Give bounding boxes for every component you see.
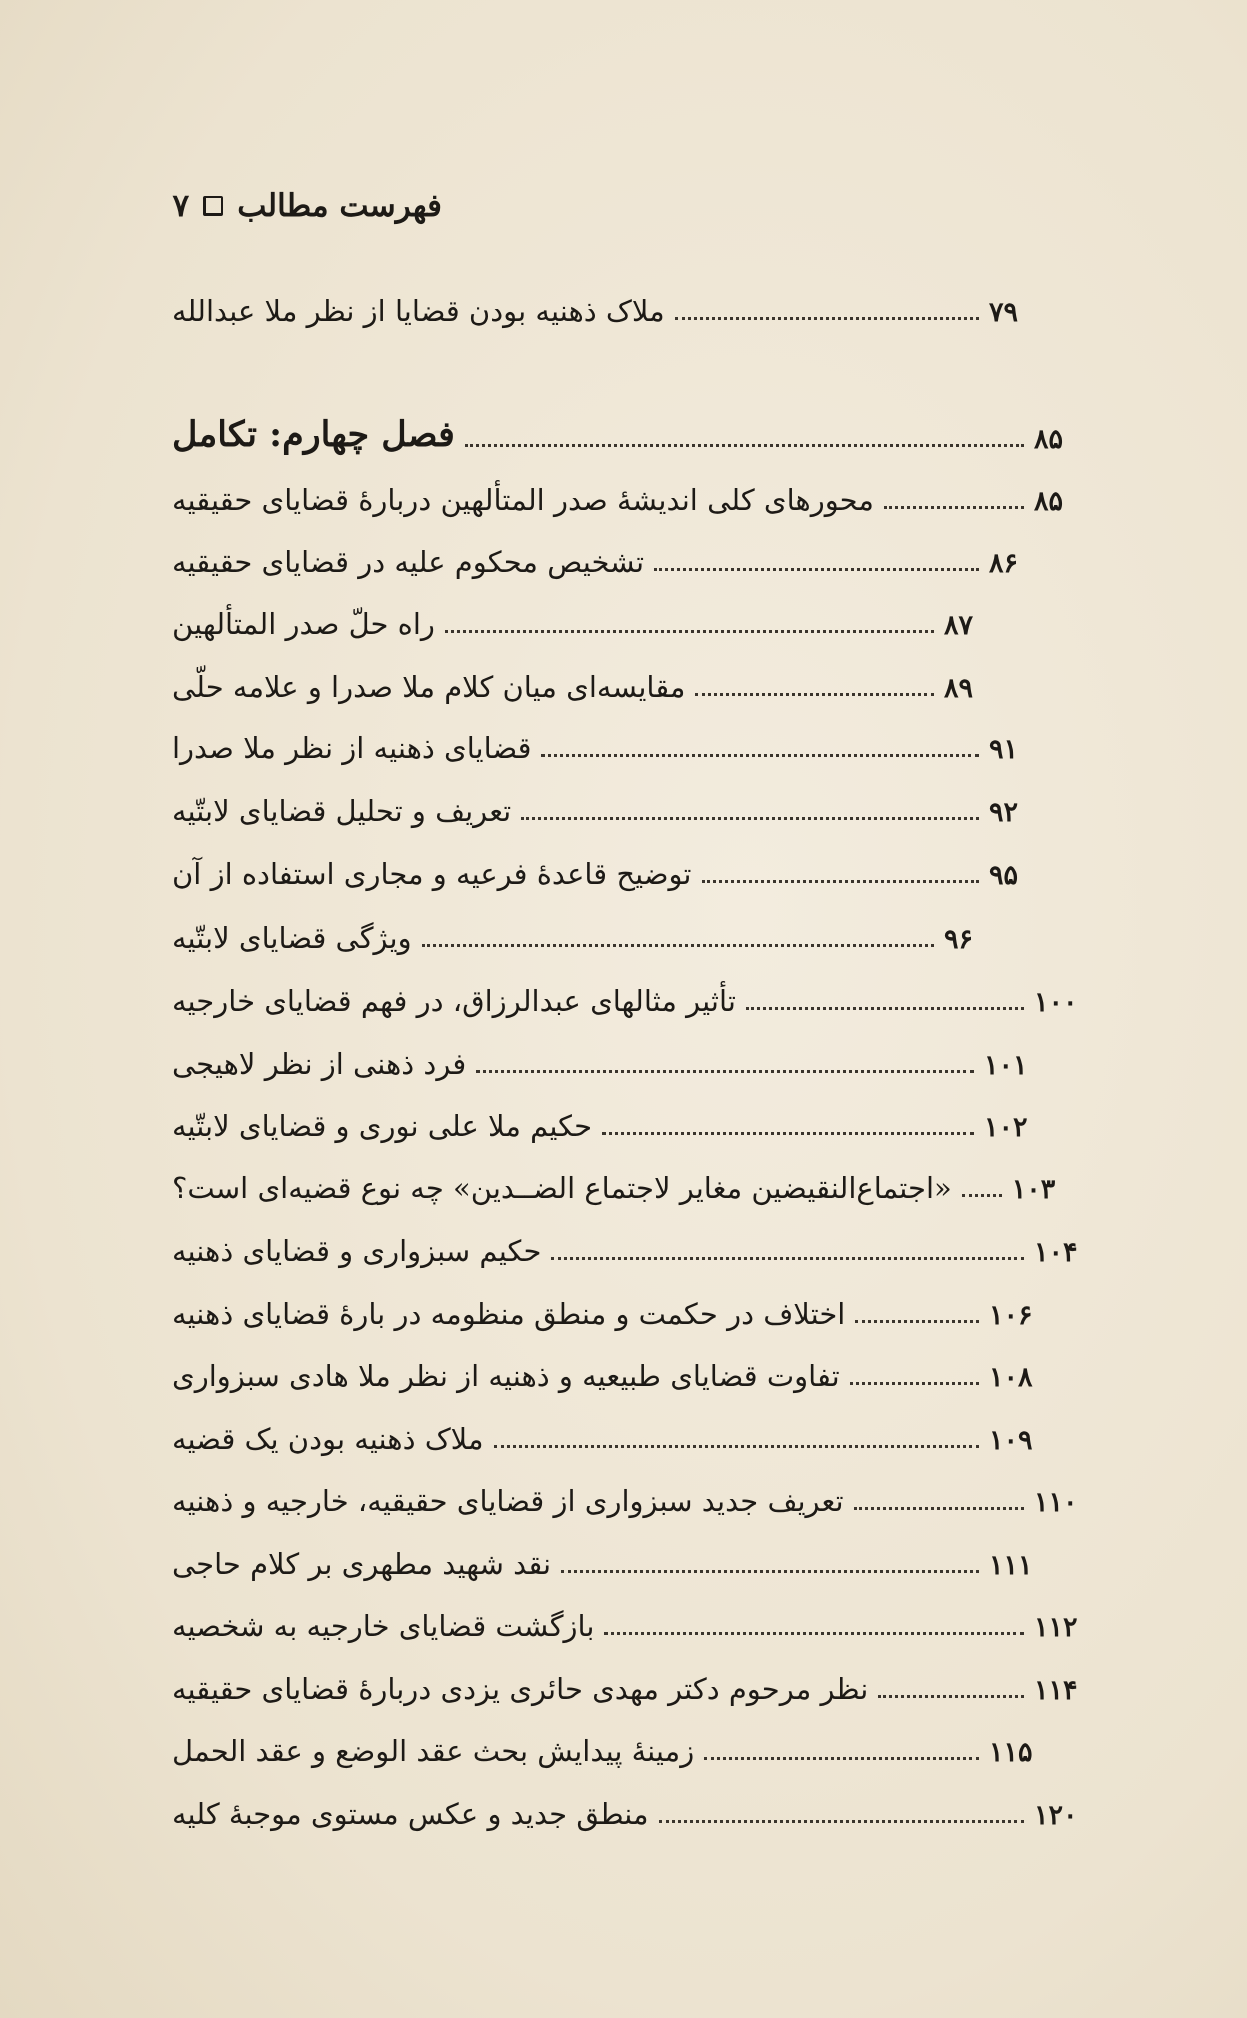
toc-entry [172,1475,1247,1519]
dot-leader [878,1695,1024,1698]
toc-entry-page: ۱۱۱ [989,1549,1033,1581]
toc-entry [172,1725,1247,1769]
toc-entry [172,912,1247,956]
dot-leader [654,568,979,571]
toc-entry-title: حکیم ملا علی نوری و قضایای لابتّیه [172,1109,593,1144]
toc-entry [172,1038,1247,1082]
toc-entry-page: ۱۰۸ [989,1361,1033,1393]
toc-entry-page: ۹۵ [989,859,1019,891]
toc-entry-title: اختلاف در حکمت و منطق منظومه در بارهٔ قضایای ذهنیه [172,1297,846,1332]
toc-entry [172,598,1247,642]
toc-entry-title: تعریف و تحلیل قضایای لابتّیه [172,794,512,829]
toc-entry [172,1225,1247,1269]
toc-entry [172,722,1247,766]
dot-leader [541,754,979,757]
toc-entry-title: حکیم سبزواری و قضایای ذهنیه [172,1234,542,1269]
dot-leader [465,444,1024,447]
dot-leader [521,817,979,820]
dot-leader [602,1132,974,1135]
toc-entry-page: ۱۰۰ [1034,986,1078,1018]
toc-entry-page: ۹۱ [989,733,1019,765]
toc-entry-page: ۸۵ [1034,423,1064,455]
toc-entry-title: ملاک ذهنیه بودن یک قضیه [172,1422,484,1457]
toc-entry-title: نقد شهید مطهری بر کلام حاجی [172,1547,552,1582]
toc-entry [172,1162,1247,1206]
toc-entry [172,785,1247,829]
toc-entry-title: تأثیر مثالهای عبدالرزاق، در فهم قضایای خارجیه [172,984,736,1019]
toc-entry-title: نظر مرحوم دکتر مهدی حائری یزدی دربارهٔ قضایای حقیقیه [172,1672,869,1707]
toc-entry-title: منطق جدید و عکس مستوی موجبهٔ کلیه [172,1797,649,1832]
toc-entry-title: راه حلّ صدر المتألهین [172,607,435,642]
dot-leader [702,880,980,883]
toc-chapter-heading [172,412,1247,456]
toc-entry [172,661,1247,705]
toc-entry-page: ۱۲۰ [1034,1799,1078,1831]
toc-entry [172,1288,1247,1332]
dot-leader [476,1070,974,1073]
dot-leader [746,1007,1024,1010]
toc-entry-page: ۹۲ [989,796,1019,828]
toc-entry-page: ۱۰۹ [989,1424,1033,1456]
toc-entry-page: ۱۰۱ [984,1049,1028,1081]
dot-leader [422,944,934,947]
toc-entry-page: ۸۵ [1034,485,1064,517]
dot-leader [494,1445,979,1448]
toc-entry-title: تشخیص محکوم علیه در قضایای حقیقیه [172,545,645,580]
toc-entry-page: ۸۶ [989,547,1019,579]
toc-entry-page: ۱۰۳ [1011,1173,1056,1205]
toc-entry-title: زمینهٔ پیدایش بحث عقد الوضع و عقد الحمل [172,1734,695,1769]
toc-entry [172,536,1247,580]
toc-entry-page: ۱۱۲ [1034,1611,1078,1643]
dot-leader [962,1194,1002,1197]
toc-entry-title: فصل چهارم: تکامل [172,414,455,455]
toc-entry-title: قضایای ذهنیه از نظر ملا صدرا [172,731,532,766]
toc-entry [172,285,1247,329]
toc-entry-title: توضیح قاعدهٔ فرعیه و مجاری استفاده از آن [172,857,692,892]
page-number: ۷ [172,188,190,224]
toc-entry-title: مقایسه‌ای میان کلام ملا صدرا و علامه حلّی [172,670,686,705]
toc-entry [172,474,1247,518]
toc-entry-page: ۱۱۵ [989,1736,1033,1768]
toc-entry-title: ملاک ذهنیه بودن قضایا از نظر ملا عبدالله [172,294,665,329]
toc-entry-title: تعریف جدید سبزواری از قضایای حقیقیه، خارجیه و ذهنیه [172,1484,844,1519]
toc-entry-page: ۱۰۴ [1034,1236,1078,1268]
toc-entry [172,1600,1247,1644]
toc-entry-page: ۹۶ [944,923,974,955]
toc-entry-page: ۱۰۲ [984,1111,1028,1143]
dot-leader [854,1507,1024,1510]
toc-entry-page: ۱۱۴ [1034,1674,1078,1706]
toc-entry-page: ۸۹ [944,672,974,704]
dot-leader [675,317,979,320]
dot-leader [551,1257,1024,1260]
dot-leader [850,1382,979,1385]
toc-entry [172,1538,1247,1582]
toc-entry [172,975,1247,1019]
toc-entry [172,1663,1247,1707]
dot-leader [695,693,934,696]
dot-leader [855,1320,979,1323]
toc-entry-title: تفاوت قضایای طبیعیه و ذهنیه از نظر ملا هادی سبزواری [172,1359,840,1394]
dot-leader [704,1757,979,1760]
dot-leader [884,506,1024,509]
dot-leader [659,1820,1024,1823]
dot-leader [561,1570,979,1573]
toc-entry [172,1350,1247,1394]
toc-entry [172,848,1247,892]
toc-entry-page: ۷۹ [989,296,1019,328]
dot-leader [445,630,934,633]
header-title: فهرست مطالب [237,188,442,224]
toc-entry-title: محورهای کلی اندیشهٔ صدر المتألهین دربارهٔ قضایای حقیقیه [172,483,874,518]
toc-entry-page: ۱۱۰ [1034,1486,1078,1518]
toc-entry-page: ۸۷ [944,609,974,641]
toc-entry [172,1788,1247,1832]
toc-entry [172,1413,1247,1457]
toc-entry-title: بازگشت قضایای خارجیه به شخصیه [172,1609,595,1644]
toc-entry [172,1100,1247,1144]
dot-leader [604,1632,1024,1635]
toc-entry-title: ویژگی قضایای لابتّیه [172,921,412,956]
toc-entry-title: «اجتماع‌النقیضین مغایر لاجتماع الضــدین» چه نوع قضیه‌ای است؟ [172,1171,952,1206]
toc-entry-title: فرد ذهنی از نظر لاهیجی [172,1047,467,1082]
toc-entry-page: ۱۰۶ [989,1299,1033,1331]
